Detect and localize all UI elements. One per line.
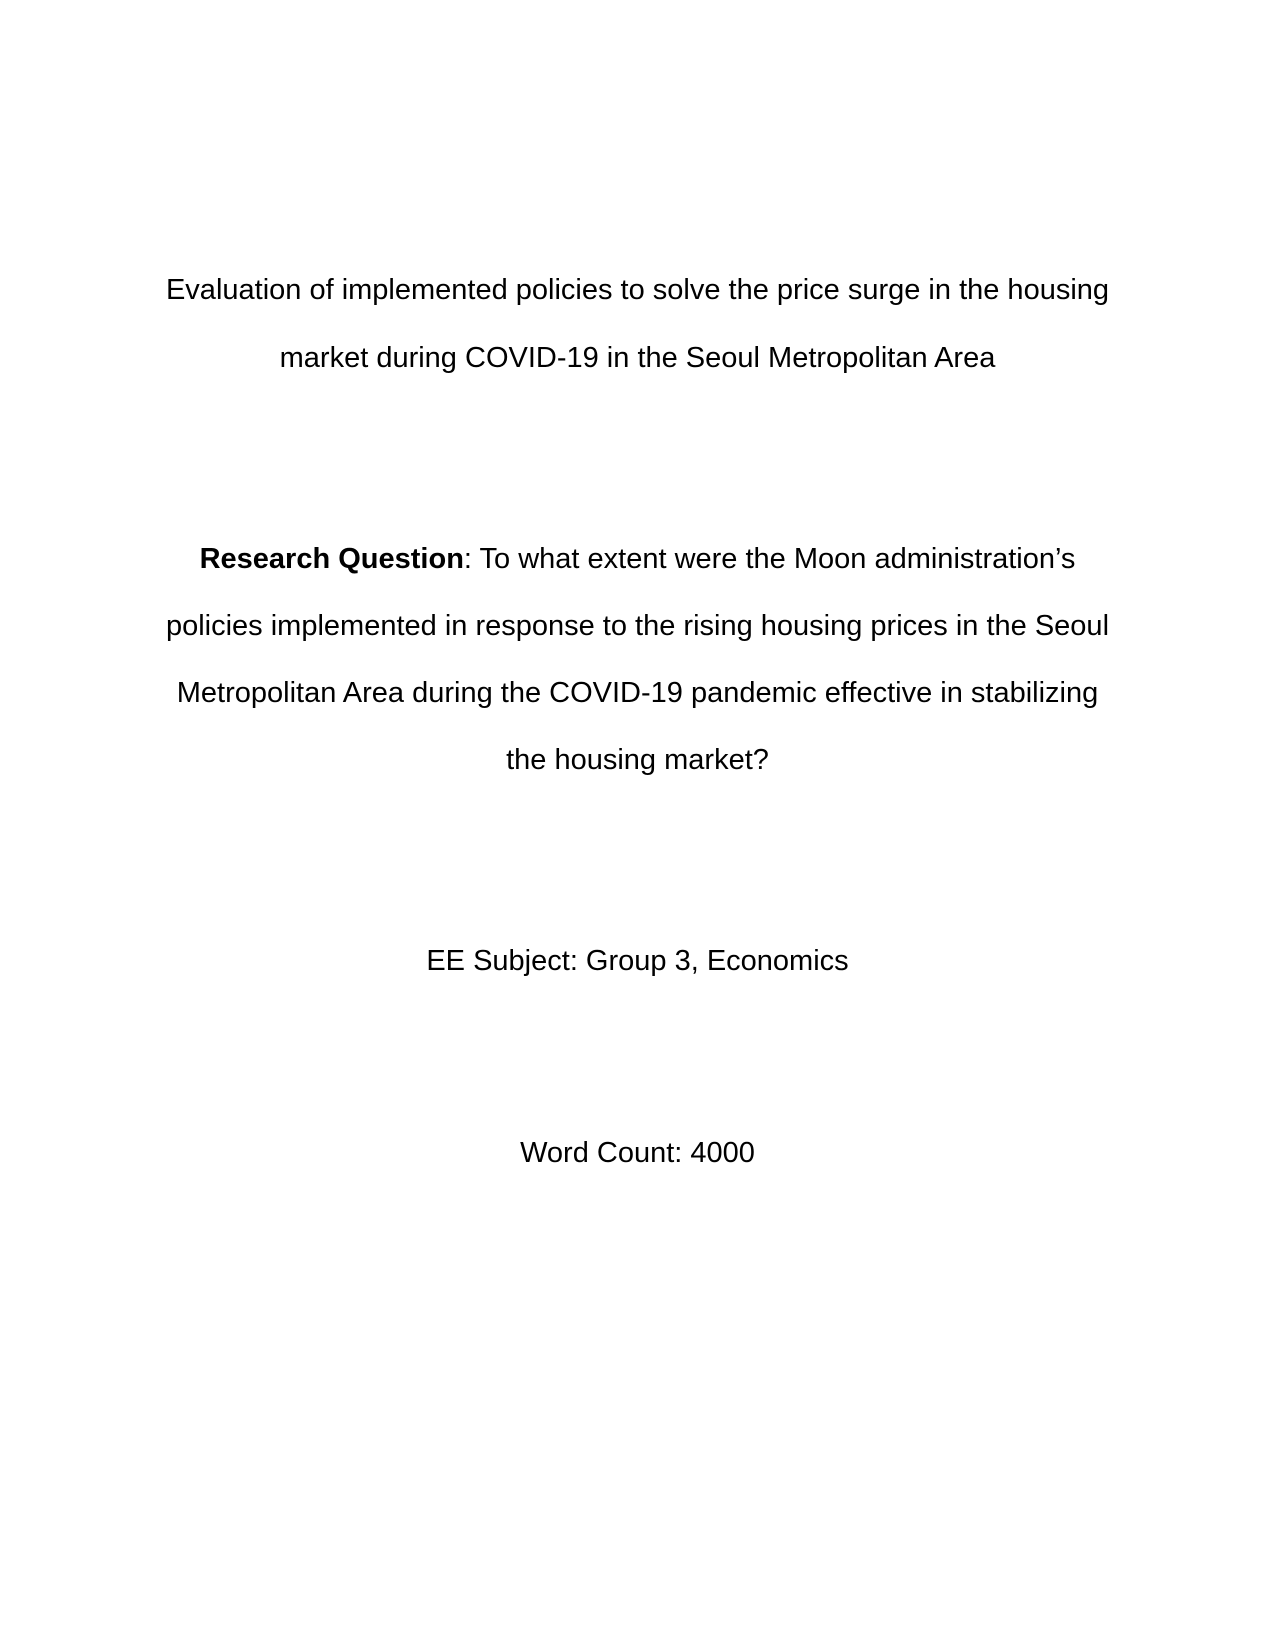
research-question-line-3: Metropolitan Area during the COVID-19 pandemic effective in stabilizing — [176, 677, 1099, 709]
research-question-line-1 — [0, 542, 1275, 576]
research-question-text: : To what extent were the Moon administration’s — [463, 543, 1076, 575]
research-question-line-4: the housing market? — [506, 744, 769, 776]
research-question-line-2: policies implemented in response to the rising housing prices in the Seoul — [165, 610, 1110, 642]
title-line-1: Evaluation of implemented policies to solve the price surge in the housing — [165, 274, 1110, 306]
subject-line: EE Subject: Group 3, Economics — [426, 945, 849, 977]
title-line-2: market during COVID-19 in the Seoul Metropolitan Area — [279, 342, 996, 374]
research-question-label: Research Question — [199, 543, 464, 575]
word-count-line: Word Count: 4000 — [520, 1137, 755, 1169]
